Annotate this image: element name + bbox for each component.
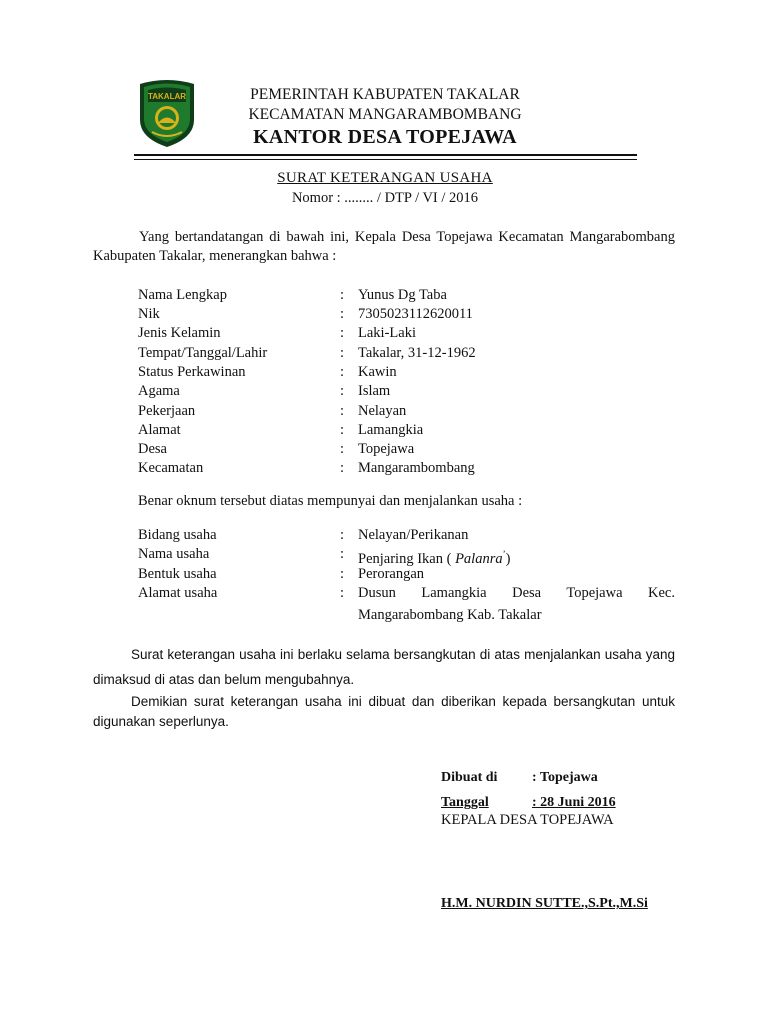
field-label: Desa: [138, 441, 167, 457]
field-value: Topejawa: [358, 441, 415, 457]
field-colon: :: [340, 325, 345, 341]
letter-title: SURAT KETERANGAN USAHA: [277, 170, 493, 186]
alamat-usaha-value: Dusun Lamangkia Desa Topejawa Kec. Mangarabombang Kab. Takalar: [358, 585, 675, 623]
nama-usaha-label: Nama usaha: [138, 546, 210, 562]
field-label: Kecamatan: [138, 460, 204, 476]
logo-text: TAKALAR: [147, 92, 187, 101]
nama-usaha-paren-close: ): [505, 550, 511, 567]
signatory-name: H.M. NURDIN SUTTE.,S.Pt.,M.Si: [441, 896, 648, 911]
field-value: Islam: [358, 383, 391, 399]
field-value: Laki-Laki: [358, 325, 416, 341]
dibuat-value: : Topejawa: [532, 770, 598, 785]
dibuat-label: Dibuat di: [441, 770, 498, 785]
field-colon: :: [340, 287, 345, 303]
bentuk-usaha-value: Perorangan: [358, 566, 425, 582]
field-label: Nik: [138, 306, 160, 322]
signatory-title: KEPALA DESA TOPEJAWA: [441, 812, 614, 828]
field-label: Agama: [138, 383, 180, 399]
field-label: Status Perkawinan: [138, 364, 246, 380]
business-statement: Benar oknum tersebut diatas mempunyai dan menjalankan usaha :: [138, 493, 523, 509]
tanggal-label: Tanggal: [441, 795, 489, 810]
field-value: Takalar, 31-12-1962: [358, 345, 476, 361]
field-colon: :: [340, 403, 345, 419]
field-value: Nelayan: [358, 403, 407, 419]
closing-paragraph: Demikian surat keterangan usaha ini dibuat dan diberikan kepada bersangkutan untuk digunakan seperlunya.: [93, 694, 675, 729]
field-colon: :: [340, 422, 345, 438]
field-colon: :: [340, 383, 345, 399]
nama-usaha-paren-open: (: [446, 550, 456, 567]
header-rule-thin: [134, 159, 637, 160]
bidang-usaha-value: Nelayan/Perikanan: [358, 527, 469, 543]
field-value: Mangarambombang: [358, 460, 475, 476]
intro-paragraph: Yang bertandatangan di bawah ini, Kepala Desa Topejawa Kecamatan Mangarabombang Kabupaten Takalar, menerangkan bahwa :: [93, 229, 675, 264]
field-colon: :: [340, 306, 345, 322]
alamat-usaha-label: Alamat usaha: [138, 585, 218, 601]
field-value: Yunus Dg Taba: [358, 287, 447, 303]
header-office: KANTOR DESA TOPEJAWA: [253, 126, 517, 148]
field-colon: :: [340, 364, 345, 380]
header-rule-thick: [134, 154, 637, 156]
field-colon: :: [340, 460, 345, 476]
nama-usaha-local: Palanra: [455, 550, 503, 567]
field-colon: :: [340, 546, 345, 562]
field-colon: :: [340, 585, 345, 601]
field-value: Lamangkia: [358, 422, 424, 438]
bentuk-usaha-label: Bentuk usaha: [138, 566, 217, 582]
field-label: Nama Lengkap: [138, 287, 227, 303]
field-value: 7305023112620011: [358, 306, 473, 322]
field-label: Jenis Kelamin: [138, 325, 221, 341]
field-label: Tempat/Tanggal/Lahir: [138, 345, 268, 361]
field-label: Pekerjaan: [138, 403, 196, 419]
nama-usaha-value: Penjaring Ikan ( Palanra’): [358, 549, 511, 567]
letter-number: Nomor : ........ / DTP / VI / 2016: [291, 190, 479, 206]
field-colon: :: [340, 566, 345, 582]
field-colon: :: [340, 441, 345, 457]
bidang-usaha-label: Bidang usaha: [138, 527, 217, 543]
field-colon: :: [340, 345, 345, 361]
tanggal-value: : 28 Juni 2016: [532, 795, 616, 810]
field-label: Alamat: [138, 422, 181, 438]
header-district: KECAMATAN MANGARAMBOMBANG: [248, 106, 522, 123]
validity-paragraph: Surat keterangan usaha ini berlaku selama bersangkutan di atas menjalankan usaha yang dimaksud di atas dan belum mengubahnya.: [93, 647, 675, 687]
takalar-regency-logo: [136, 76, 198, 148]
field-value: Kawin: [358, 364, 397, 380]
header-government: PEMERINTAH KABUPATEN TAKALAR: [250, 86, 520, 103]
field-colon: :: [340, 527, 345, 543]
nama-usaha-text: Penjaring Ikan: [358, 550, 443, 567]
